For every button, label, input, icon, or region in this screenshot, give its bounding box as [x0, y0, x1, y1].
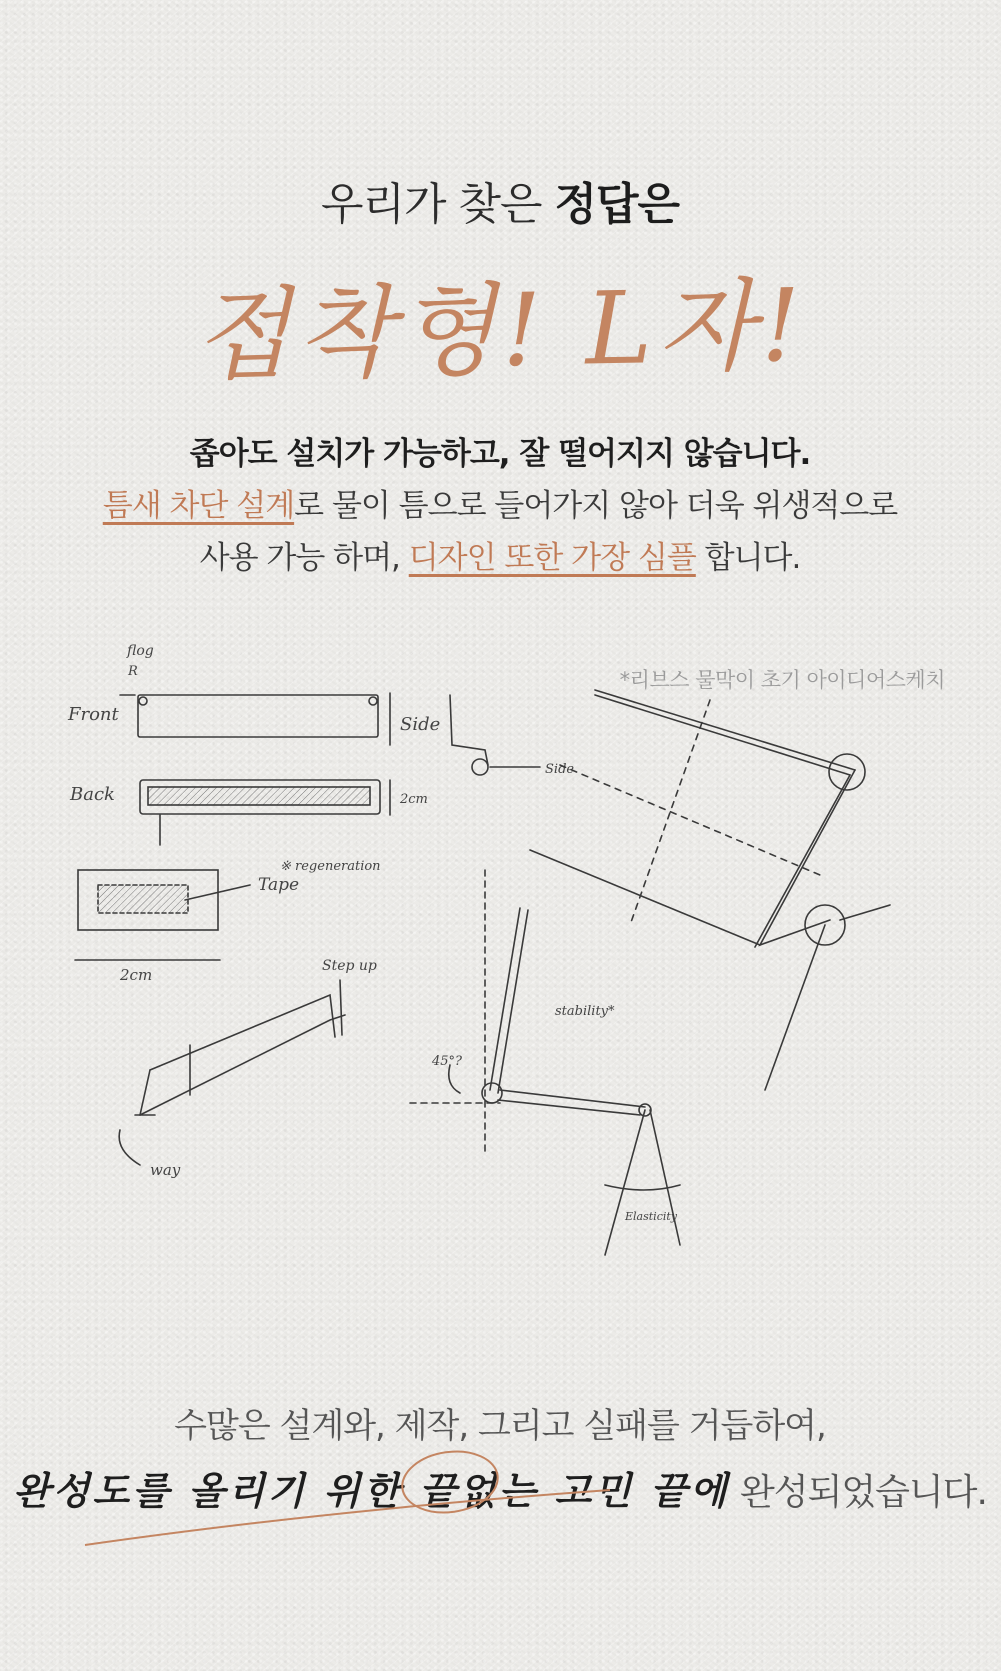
label-angle: 45°?	[432, 1054, 463, 1069]
bottom-line-2-plain: 완성되었습니다.	[729, 1472, 987, 1513]
description-line-3-start: 사용 가능 하며,	[199, 540, 409, 576]
bottom-line-2-script: 완성도를 올리기 위한 끝없는 고민 끝에	[13, 1468, 730, 1513]
highlight-simple-design: 디자인 또한 가장 심플	[408, 540, 696, 576]
description-line-2-rest: 로 물이 틈으로 들어가지 않아 더욱 위생적으로	[294, 488, 898, 524]
label-step-up: Step up	[322, 958, 377, 974]
intro-normal: 우리가 찾은	[320, 179, 555, 230]
label-flog: flog	[127, 643, 154, 659]
label-front: Front	[68, 704, 119, 725]
label-stability: stability*	[555, 1004, 615, 1019]
label-back: Back	[70, 784, 115, 805]
label-way: way	[150, 1161, 181, 1179]
label-2cm: 2cm	[400, 792, 428, 807]
label-2cm-b: 2cm	[120, 966, 153, 984]
label-regeneration: ※ regeneration	[280, 859, 381, 874]
bottom-line-1: 수많은 설계와, 제작, 그리고 실패를 거듭하여,	[174, 1406, 826, 1446]
highlight-gap-block: 틈새 차단 설계	[102, 488, 295, 524]
label-elasticity: Elasticity	[625, 1210, 678, 1223]
description-line-3-end: 합니다.	[695, 540, 801, 576]
hero-title: 접착형! L자!	[192, 266, 808, 395]
label-tape: Tape	[258, 875, 300, 895]
label-r: R	[128, 664, 138, 679]
intro-bold: 정답은	[554, 179, 679, 230]
label-side: Side	[400, 714, 441, 735]
sketch-caption: *리브스 물막이 초기 아이디어스케치	[619, 668, 945, 692]
description-line-1: 좁아도 설치가 가능하고, 잘 떨어지지 않습니다.	[189, 436, 811, 472]
label-side-2: Side	[545, 762, 575, 777]
